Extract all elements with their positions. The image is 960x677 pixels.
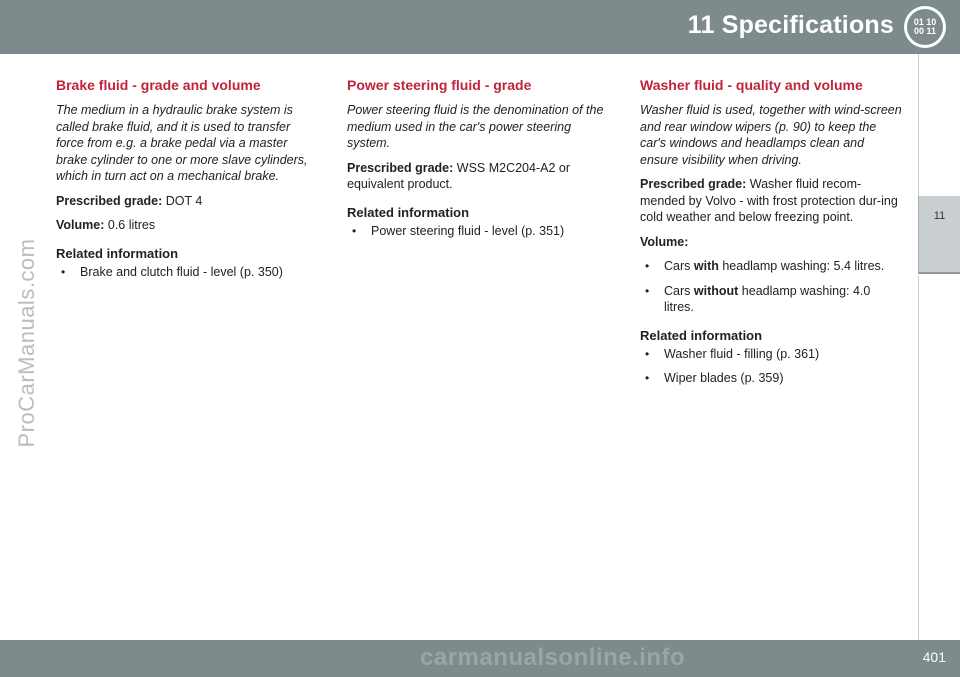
badge-line-1: 01 10 <box>913 17 937 27</box>
related-link[interactable]: • Power steering fluid - level (p. 351) <box>347 223 609 240</box>
section-title: Washer fluid - quality and volume <box>640 77 863 93</box>
prescribed-grade: Prescribed grade: Washer fluid recom-mended by Volvo - with frost protection dur-ing cold weather and below freezing point. <box>640 177 898 224</box>
chapter-badge-icon <box>904 6 946 48</box>
washer-fluid-section <box>640 76 902 395</box>
volume-list <box>640 258 902 316</box>
related-list <box>640 346 902 387</box>
volume-label: Volume: <box>640 234 689 249</box>
section-title: Power steering fluid - grade <box>347 77 532 93</box>
page-number: 401 <box>922 649 946 665</box>
related-link[interactable]: • Washer fluid - filling (p. 361) <box>640 346 902 363</box>
section-intro: The medium in a hydraulic brake system is called brake fluid, and it is used to transfer force from e.g. a brake pedal via a master brake cylinder to one or more slave cylinders, which in turn act on a mechanical brake. <box>56 103 308 183</box>
page-title: 11 Specifications <box>687 11 894 39</box>
related-link[interactable]: • Brake and clutch fluid - level (p. 350) <box>56 264 318 281</box>
side-rule-top <box>918 54 960 196</box>
related-list <box>347 223 609 240</box>
prescribed-grade: Prescribed grade: WSS M2C204-A2 or equivalent product. <box>347 160 571 191</box>
badge-line-2: 00 11 <box>913 26 937 36</box>
power-steering-section <box>347 76 609 247</box>
related-information-heading: Related information <box>640 327 763 343</box>
brake-fluid-section <box>56 76 318 288</box>
related-information-heading: Related information <box>347 204 470 220</box>
section-intro: Power steering fluid is the denomination of the medium used in the car's power steering system. <box>347 103 604 150</box>
prescribed-grade: Prescribed grade: DOT 4 <box>56 193 203 208</box>
section-title: Brake fluid - grade and volume <box>56 77 261 93</box>
related-link[interactable]: • Wiper blades (p. 359) <box>640 370 902 387</box>
volume: Volume: 0.6 litres <box>56 218 156 232</box>
related-information-heading: Related information <box>56 245 179 261</box>
footer-watermark: carmanualsonline.info <box>420 644 686 671</box>
volume-item: • Cars with headlamp washing: 5.4 litres. <box>640 258 902 275</box>
volume-item: • Cars without headlamp washing: 4.0 litres. <box>640 283 902 316</box>
chapter-tab-label: 11 <box>933 210 946 222</box>
section-intro: Washer fluid is used, together with wind-screen and rear window wipers (p. 90) to keep the car's windows and headlamps clean and ensure visibility when driving. <box>640 103 902 167</box>
chapter-tab[interactable] <box>918 196 960 274</box>
related-list <box>56 264 318 281</box>
side-watermark: ProCarManuals.com <box>14 238 39 448</box>
side-rule-bottom <box>918 276 960 640</box>
